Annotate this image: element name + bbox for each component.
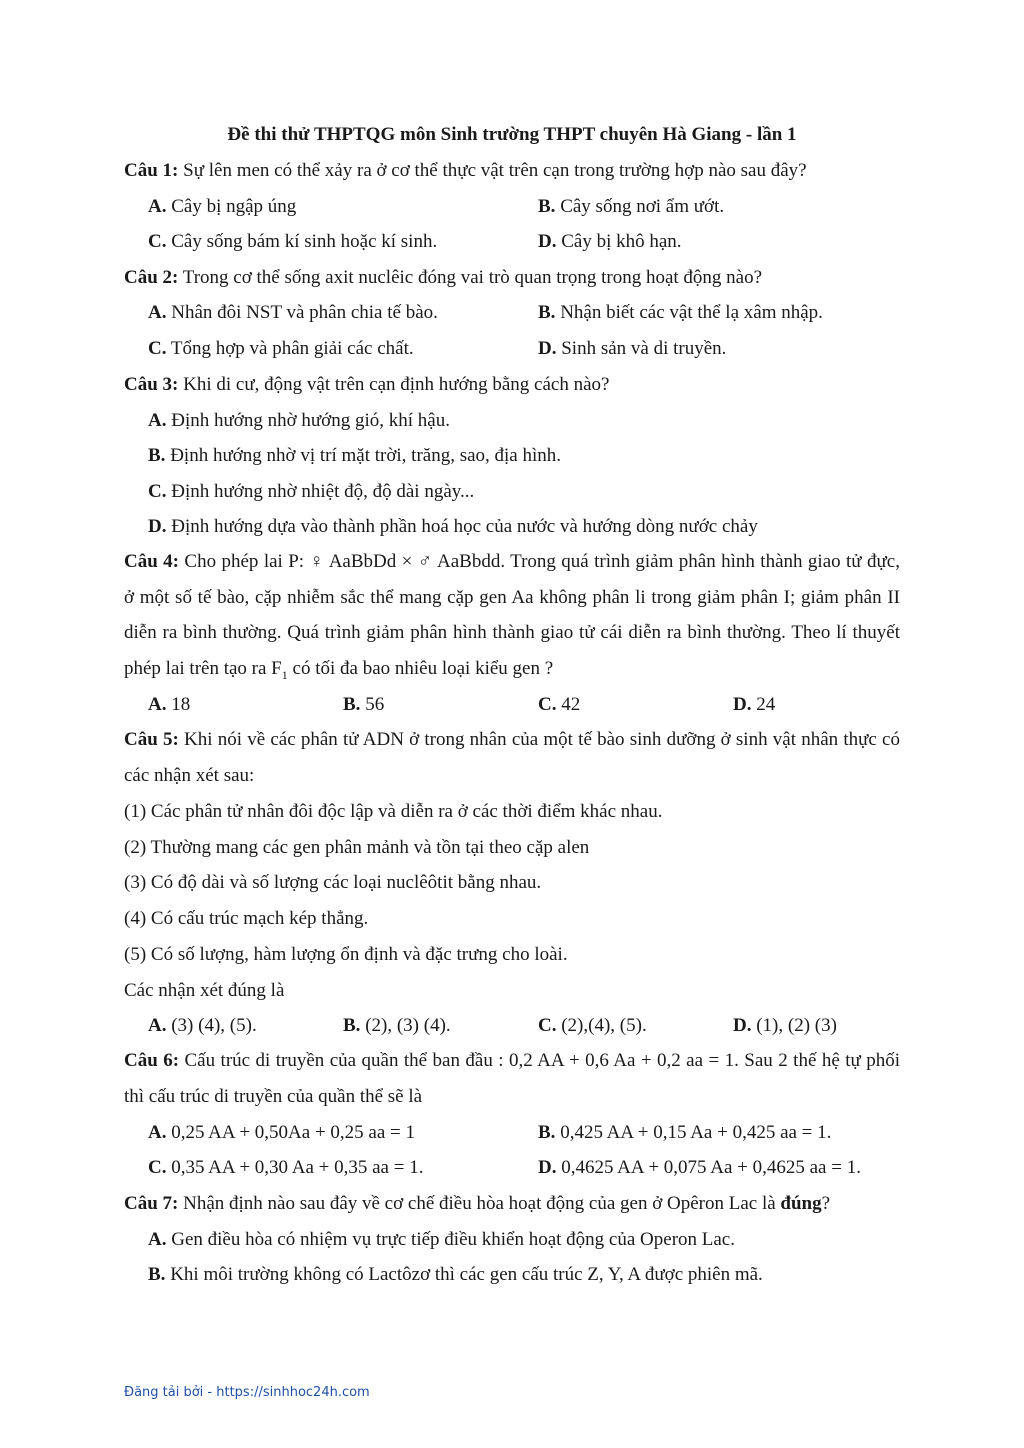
q4-option-c: C. 42: [538, 694, 581, 715]
q6-option-d: D. 0,4625 AA + 0,075 Aa + 0,4625 aa = 1.: [538, 1157, 861, 1178]
q6-option-c: C. 0,35 AA + 0,30 Aa + 0,35 aa = 1.: [148, 1157, 424, 1178]
question-6: Câu 6: Cấu trúc di truyền của quần thể ban đầu : 0,2 AA + 0,6 Aa + 0,2 aa = 1. Sau 2 thế hệ tự phối thì cấu trúc di truyền của quần thể sẽ là: [124, 1050, 900, 1107]
page-title: Đề thi thử THPTQG môn Sinh trường THPT chuyên Hà Giang - lần 1: [227, 124, 797, 145]
q1-option-a: A. Cây bị ngập úng: [148, 196, 297, 217]
statement-1: (1) Các phân tử nhân đôi độc lập và diễn ra ở các thời điểm khác nhau.: [124, 801, 663, 822]
q5-option-d: D. (1), (2) (3): [733, 1015, 837, 1036]
footer-source-link[interactable]: Đăng tải bởi - https://sinhhoc24h.com: [124, 1385, 370, 1400]
statement-5: (5) Có số lượng, hàm lượng ổn định và đặc trưng cho loài.: [124, 944, 568, 965]
q5-option-b: B. (2), (3) (4).: [343, 1015, 451, 1036]
question-prompt: Các nhận xét đúng là: [124, 980, 285, 1001]
q1-option-d: D. Cây bị khô hạn.: [538, 231, 682, 252]
statement-3: (3) Có độ dài và số lượng các loại nuclêôtit bằng nhau.: [124, 872, 542, 893]
q7-option-a: A. Gen điều hòa có nhiệm vụ trực tiếp điều khiển hoạt động của Operon Lac.: [148, 1229, 735, 1250]
q2-option-c: C. Tổng hợp và phân giải các chất.: [148, 338, 414, 359]
statement-2: (2) Thường mang các gen phân mảnh và tồn tại theo cặp alen: [124, 837, 590, 858]
q1-option-c: C. Cây sống bám kí sinh hoặc kí sinh.: [148, 231, 438, 252]
question-4: Câu 4: Cho phép lai P: ♀ AaBbDd × ♂ AaBbdd. Trong quá trình giảm phân hình thành giao tử đực, ở một số tế bào, cặp nhiễm sắc thể mang cặp gen Aa không phân li trong giảm phân I; giảm phân II diễn ra bình thường. Quá trình giảm phân hình thành giao tử cái diễn ra bình thường. Theo lí thuyết phép lai trên tạo ra $F_1$ có tối đa bao nhiêu loại kiểu gen ?: [124, 551, 900, 682]
q2-option-b: B. Nhận biết các vật thể lạ xâm nhập.: [538, 302, 823, 323]
subscript: 1: [281, 667, 288, 682]
q4-option-d: D. 24: [733, 694, 776, 715]
q4-option-a: A. 18: [148, 694, 191, 715]
statement-4: (4) Có cấu trúc mạch kép thẳng.: [124, 908, 369, 929]
q3-option-a: A. Định hướng nhờ hướng gió, khí hậu.: [148, 410, 450, 431]
q7-option-b: B. Khi môi trường không có Lactôzơ thì các gen cấu trúc Z, Y, A được phiên mã.: [148, 1264, 763, 1285]
q1-option-b: B. Cây sống nơi ẩm ướt.: [538, 196, 725, 217]
question-text: Sự lên men có thể xảy ra ở cơ thể thực vật trên cạn trong trường hợp nào sau đây?: [178, 160, 807, 181]
q3-option-b: B. Định hướng nhờ vị trí mặt trời, trăng, sao, địa hình.: [148, 445, 562, 466]
q6-option-b: B. 0,425 AA + 0,15 Aa + 0,425 aa = 1.: [538, 1122, 832, 1143]
question-2: Câu 2: Trong cơ thể sống axit nuclêic đóng vai trò quan trọng trong hoạt động nào?: [124, 267, 763, 288]
q3-option-d: D. Định hướng dựa vào thành phần hoá học của nước và hướng dòng nước chảy: [148, 516, 758, 537]
q2-option-d: D. Sinh sản và di truyền.: [538, 338, 727, 359]
question-3: Câu 3: Khi di cư, động vật trên cạn định hướng bằng cách nào?: [124, 374, 610, 395]
q3-option-c: C. Định hướng nhờ nhiệt độ, độ dài ngày...: [148, 481, 475, 502]
q5-option-c: C. (2),(4), (5).: [538, 1015, 647, 1036]
question-1: [124, 160, 807, 182]
question-5: Câu 5: Khi nói về các phân tử ADN ở trong nhân của một tế bào sinh dưỡng ở sinh vật nhân thực có các nhận xét sau:: [124, 729, 900, 786]
q2-option-a: A. Nhân đôi NST và phân chia tế bào.: [148, 302, 438, 323]
emphasis: đúng: [780, 1193, 822, 1214]
q5-option-a: A. (3) (4), (5).: [148, 1015, 257, 1036]
question-label: Câu 1:: [124, 160, 179, 181]
question-7: Câu 7: Nhận định nào sau đây về cơ chế điều hòa hoạt động của gen ở Opêron Lac là đúng?: [124, 1193, 831, 1214]
q4-option-b: B. 56: [343, 694, 385, 715]
q6-option-a: A. 0,25 AA + 0,50Aa + 0,25 aa = 1: [148, 1122, 415, 1143]
